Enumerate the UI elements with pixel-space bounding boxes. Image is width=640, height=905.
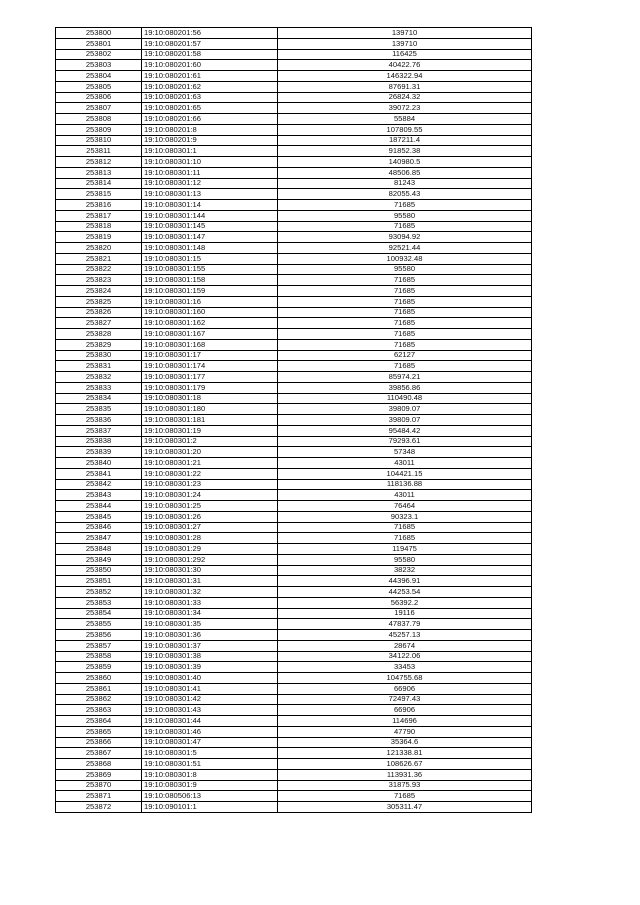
table-row [56,705,532,716]
cadastral-number-cell: 19:10:080201:56 [142,28,278,39]
value-cell: 93094.92 [278,232,532,243]
row-number-cell: 253804 [56,71,142,82]
cadastral-number-cell: 19:10:080301:167 [142,329,278,340]
table-row [56,382,532,393]
table-row [56,587,532,598]
table-row [56,296,532,307]
value-cell: 28674 [278,640,532,651]
row-number-cell: 253863 [56,705,142,716]
row-number-cell: 253823 [56,275,142,286]
value-cell: 119475 [278,544,532,555]
cadastral-number-cell: 19:10:080301:145 [142,221,278,232]
cadastral-number-cell: 19:10:080301:2 [142,436,278,447]
table-row [56,318,532,329]
value-cell: 39809.07 [278,404,532,415]
table-row [56,189,532,200]
value-cell: 71685 [278,791,532,802]
row-number-cell: 253817 [56,210,142,221]
value-cell: 35364.6 [278,737,532,748]
value-cell: 47837.79 [278,619,532,630]
cadastral-number-cell: 19:10:080301:25 [142,501,278,512]
table-row [56,619,532,630]
table-body [56,28,532,813]
value-cell: 31875.93 [278,780,532,791]
value-cell: 81243 [278,178,532,189]
table-row [56,81,532,92]
cadastral-number-cell: 19:10:080301:174 [142,361,278,372]
value-cell: 104755.68 [278,673,532,684]
cadastral-number-cell: 19:10:080301:155 [142,264,278,275]
row-number-cell: 253825 [56,296,142,307]
row-number-cell: 253802 [56,49,142,60]
table-row [56,38,532,49]
data-table [55,27,532,813]
cadastral-number-cell: 19:10:080301:41 [142,683,278,694]
row-number-cell: 253831 [56,361,142,372]
row-number-cell: 253866 [56,737,142,748]
value-cell: 114696 [278,716,532,727]
row-number-cell: 253860 [56,673,142,684]
value-cell: 76464 [278,501,532,512]
row-number-cell: 253820 [56,243,142,254]
cadastral-number-cell: 19:10:080301:147 [142,232,278,243]
cadastral-number-cell: 19:10:080301:16 [142,296,278,307]
table-row [56,565,532,576]
value-cell: 55884 [278,114,532,125]
table-row [56,447,532,458]
value-cell: 116425 [278,49,532,60]
row-number-cell: 253834 [56,393,142,404]
cadastral-number-cell: 19:10:080301:26 [142,511,278,522]
row-number-cell: 253836 [56,415,142,426]
cadastral-number-cell: 19:10:080301:20 [142,447,278,458]
table-row [56,511,532,522]
table-row [56,436,532,447]
table-row [56,361,532,372]
row-number-cell: 253837 [56,425,142,436]
table-row [56,329,532,340]
table-row [56,522,532,533]
value-cell: 26824.32 [278,92,532,103]
table-row [56,210,532,221]
table-row [56,780,532,791]
table-row [56,759,532,770]
table-row [56,103,532,114]
cadastral-number-cell: 19:10:080301:160 [142,307,278,318]
cadastral-number-cell: 19:10:080301:1 [142,146,278,157]
value-cell: 47790 [278,726,532,737]
cadastral-number-cell: 19:10:080301:27 [142,522,278,533]
value-cell: 71685 [278,200,532,211]
value-cell: 34122.06 [278,651,532,662]
table-row [56,71,532,82]
value-cell: 95580 [278,210,532,221]
row-number-cell: 253821 [56,253,142,264]
table-row [56,662,532,673]
row-number-cell: 253832 [56,372,142,383]
value-cell: 39856.86 [278,382,532,393]
row-number-cell: 253847 [56,533,142,544]
cadastral-number-cell: 19:10:080301:180 [142,404,278,415]
value-cell: 91852.38 [278,146,532,157]
cadastral-number-cell: 19:10:080301:19 [142,425,278,436]
table-row [56,232,532,243]
table-row [56,286,532,297]
value-cell: 56392.2 [278,597,532,608]
cadastral-number-cell: 19:10:080301:12 [142,178,278,189]
value-cell: 139710 [278,38,532,49]
value-cell: 107809.55 [278,124,532,135]
value-cell: 43011 [278,458,532,469]
table-row [56,716,532,727]
value-cell: 71685 [278,522,532,533]
row-number-cell: 253852 [56,587,142,598]
cadastral-number-cell: 19:10:080201:61 [142,71,278,82]
value-cell: 100932.48 [278,253,532,264]
cadastral-number-cell: 19:10:080301:38 [142,651,278,662]
cadastral-number-cell: 19:10:080201:9 [142,135,278,146]
row-number-cell: 253806 [56,92,142,103]
row-number-cell: 253824 [56,286,142,297]
cadastral-number-cell: 19:10:090101:1 [142,802,278,813]
table-row [56,501,532,512]
table-row [56,673,532,684]
row-number-cell: 253839 [56,447,142,458]
cadastral-number-cell: 19:10:080301:15 [142,253,278,264]
row-number-cell: 253841 [56,468,142,479]
cadastral-number-cell: 19:10:080301:14 [142,200,278,211]
cadastral-number-cell: 19:10:080201:58 [142,49,278,60]
row-number-cell: 253858 [56,651,142,662]
row-number-cell: 253850 [56,565,142,576]
value-cell: 82055.43 [278,189,532,200]
table-row [56,49,532,60]
cadastral-number-cell: 19:10:080201:66 [142,114,278,125]
value-cell: 39072.23 [278,103,532,114]
table-row [56,243,532,254]
row-number-cell: 253838 [56,436,142,447]
table-row [56,393,532,404]
table-row [56,307,532,318]
cadastral-number-cell: 19:10:080301:33 [142,597,278,608]
cadastral-number-cell: 19:10:080301:35 [142,619,278,630]
value-cell: 66906 [278,683,532,694]
row-number-cell: 253844 [56,501,142,512]
cadastral-number-cell: 19:10:080301:32 [142,587,278,598]
value-cell: 140980.5 [278,157,532,168]
table-row [56,651,532,662]
row-number-cell: 253809 [56,124,142,135]
value-cell: 92521.44 [278,243,532,254]
cadastral-number-cell: 19:10:080301:37 [142,640,278,651]
value-cell: 38232 [278,565,532,576]
row-number-cell: 253855 [56,619,142,630]
value-cell: 19116 [278,608,532,619]
table-row [56,737,532,748]
value-cell: 71685 [278,296,532,307]
cadastral-number-cell: 19:10:080301:44 [142,716,278,727]
cadastral-number-cell: 19:10:080301:181 [142,415,278,426]
cadastral-number-cell: 19:10:080301:292 [142,554,278,565]
cadastral-number-cell: 19:10:080301:43 [142,705,278,716]
table-row [56,157,532,168]
cadastral-number-cell: 19:10:080301:51 [142,759,278,770]
table-row [56,554,532,565]
row-number-cell: 253807 [56,103,142,114]
value-cell: 71685 [278,275,532,286]
row-number-cell: 253861 [56,683,142,694]
value-cell: 62127 [278,350,532,361]
row-number-cell: 253856 [56,630,142,641]
row-number-cell: 253848 [56,544,142,555]
value-cell: 79293.61 [278,436,532,447]
value-cell: 110490.48 [278,393,532,404]
row-number-cell: 253859 [56,662,142,673]
row-number-cell: 253801 [56,38,142,49]
row-number-cell: 253851 [56,576,142,587]
table-row [56,479,532,490]
cadastral-number-cell: 19:10:080301:22 [142,468,278,479]
row-number-cell: 253822 [56,264,142,275]
cadastral-number-cell: 19:10:080301:36 [142,630,278,641]
value-cell: 139710 [278,28,532,39]
cadastral-number-cell: 19:10:080301:40 [142,673,278,684]
cadastral-number-cell: 19:10:080301:9 [142,780,278,791]
document-page [55,27,531,813]
row-number-cell: 253812 [56,157,142,168]
table-row [56,372,532,383]
row-number-cell: 253870 [56,780,142,791]
value-cell: 121338.81 [278,748,532,759]
row-number-cell: 253872 [56,802,142,813]
table-row [56,597,532,608]
cadastral-number-cell: 19:10:080201:60 [142,60,278,71]
table-row [56,275,532,286]
cadastral-number-cell: 19:10:080301:23 [142,479,278,490]
table-row [56,124,532,135]
row-number-cell: 253865 [56,726,142,737]
table-row [56,533,532,544]
value-cell: 71685 [278,339,532,350]
value-cell: 39809.07 [278,415,532,426]
cadastral-number-cell: 19:10:080301:159 [142,286,278,297]
row-number-cell: 253813 [56,167,142,178]
table-row [56,350,532,361]
cadastral-number-cell: 19:10:080301:24 [142,490,278,501]
table-row [56,92,532,103]
row-number-cell: 253814 [56,178,142,189]
table-row [56,458,532,469]
table-row [56,114,532,125]
row-number-cell: 253827 [56,318,142,329]
table-row [56,544,532,555]
row-number-cell: 253849 [56,554,142,565]
value-cell: 71685 [278,533,532,544]
value-cell: 85974.21 [278,372,532,383]
table-row [56,576,532,587]
value-cell: 71685 [278,286,532,297]
cadastral-number-cell: 19:10:080301:21 [142,458,278,469]
table-row [56,694,532,705]
table-row [56,630,532,641]
value-cell: 40422.76 [278,60,532,71]
row-number-cell: 253857 [56,640,142,651]
cadastral-number-cell: 19:10:080301:8 [142,769,278,780]
value-cell: 305311.47 [278,802,532,813]
table-row [56,264,532,275]
table-row [56,135,532,146]
table-row [56,253,532,264]
row-number-cell: 253828 [56,329,142,340]
row-number-cell: 253810 [56,135,142,146]
cadastral-number-cell: 19:10:080301:168 [142,339,278,350]
value-cell: 118136.88 [278,479,532,490]
value-cell: 44396.91 [278,576,532,587]
row-number-cell: 253869 [56,769,142,780]
row-number-cell: 253868 [56,759,142,770]
row-number-cell: 253829 [56,339,142,350]
value-cell: 95484.42 [278,425,532,436]
table-row [56,490,532,501]
value-cell: 71685 [278,221,532,232]
cadastral-number-cell: 19:10:080301:47 [142,737,278,748]
row-number-cell: 253862 [56,694,142,705]
cadastral-number-cell: 19:10:080201:62 [142,81,278,92]
row-number-cell: 253808 [56,114,142,125]
table-row [56,339,532,350]
value-cell: 71685 [278,361,532,372]
cadastral-number-cell: 19:10:080301:46 [142,726,278,737]
cadastral-number-cell: 19:10:080301:13 [142,189,278,200]
table-row [56,167,532,178]
table-row [56,748,532,759]
cadastral-number-cell: 19:10:080301:29 [142,544,278,555]
row-number-cell: 253803 [56,60,142,71]
row-number-cell: 253840 [56,458,142,469]
row-number-cell: 253811 [56,146,142,157]
value-cell: 45257.13 [278,630,532,641]
value-cell: 44253.54 [278,587,532,598]
table-row [56,608,532,619]
cadastral-number-cell: 19:10:080301:10 [142,157,278,168]
row-number-cell: 253805 [56,81,142,92]
value-cell: 33453 [278,662,532,673]
cadastral-number-cell: 19:10:080201:8 [142,124,278,135]
cadastral-number-cell: 19:10:080201:65 [142,103,278,114]
cadastral-number-cell: 19:10:080201:63 [142,92,278,103]
value-cell: 113931.36 [278,769,532,780]
value-cell: 187211.4 [278,135,532,146]
row-number-cell: 253843 [56,490,142,501]
value-cell: 66906 [278,705,532,716]
value-cell: 71685 [278,329,532,340]
cadastral-number-cell: 19:10:080301:144 [142,210,278,221]
table-row [56,404,532,415]
cadastral-number-cell: 19:10:080301:42 [142,694,278,705]
row-number-cell: 253846 [56,522,142,533]
cadastral-number-cell: 19:10:080201:57 [142,38,278,49]
row-number-cell: 253830 [56,350,142,361]
value-cell: 72497.43 [278,694,532,705]
table-row [56,28,532,39]
value-cell: 57348 [278,447,532,458]
table-row [56,683,532,694]
cadastral-number-cell: 19:10:080301:5 [142,748,278,759]
row-number-cell: 253845 [56,511,142,522]
cadastral-number-cell: 19:10:080301:179 [142,382,278,393]
value-cell: 87691.31 [278,81,532,92]
table-row [56,200,532,211]
value-cell: 48506.85 [278,167,532,178]
table-row [56,640,532,651]
table-row [56,791,532,802]
table-row [56,60,532,71]
value-cell: 95580 [278,554,532,565]
value-cell: 90323.1 [278,511,532,522]
row-number-cell: 253853 [56,597,142,608]
cadastral-number-cell: 19:10:080301:17 [142,350,278,361]
cadastral-number-cell: 19:10:080301:177 [142,372,278,383]
value-cell: 71685 [278,318,532,329]
table-row [56,726,532,737]
row-number-cell: 253864 [56,716,142,727]
cadastral-number-cell: 19:10:080301:162 [142,318,278,329]
row-number-cell: 253854 [56,608,142,619]
row-number-cell: 253833 [56,382,142,393]
cadastral-number-cell: 19:10:080301:148 [142,243,278,254]
table-row [56,468,532,479]
row-number-cell: 253816 [56,200,142,211]
row-number-cell: 253871 [56,791,142,802]
table-row [56,221,532,232]
table-row [56,802,532,813]
cadastral-number-cell: 19:10:080506:13 [142,791,278,802]
cadastral-number-cell: 19:10:080301:31 [142,576,278,587]
value-cell: 95580 [278,264,532,275]
row-number-cell: 253867 [56,748,142,759]
cadastral-number-cell: 19:10:080301:34 [142,608,278,619]
cadastral-number-cell: 19:10:080301:39 [142,662,278,673]
table-row [56,769,532,780]
cadastral-number-cell: 19:10:080301:30 [142,565,278,576]
cadastral-number-cell: 19:10:080301:11 [142,167,278,178]
row-number-cell: 253835 [56,404,142,415]
value-cell: 104421.15 [278,468,532,479]
value-cell: 71685 [278,307,532,318]
row-number-cell: 253819 [56,232,142,243]
cadastral-number-cell: 19:10:080301:158 [142,275,278,286]
table-row [56,425,532,436]
row-number-cell: 253800 [56,28,142,39]
value-cell: 108626.67 [278,759,532,770]
row-number-cell: 253815 [56,189,142,200]
row-number-cell: 253842 [56,479,142,490]
table-row [56,415,532,426]
table-row [56,146,532,157]
row-number-cell: 253818 [56,221,142,232]
row-number-cell: 253826 [56,307,142,318]
value-cell: 146322.94 [278,71,532,82]
cadastral-number-cell: 19:10:080301:28 [142,533,278,544]
value-cell: 43011 [278,490,532,501]
table-row [56,178,532,189]
cadastral-number-cell: 19:10:080301:18 [142,393,278,404]
